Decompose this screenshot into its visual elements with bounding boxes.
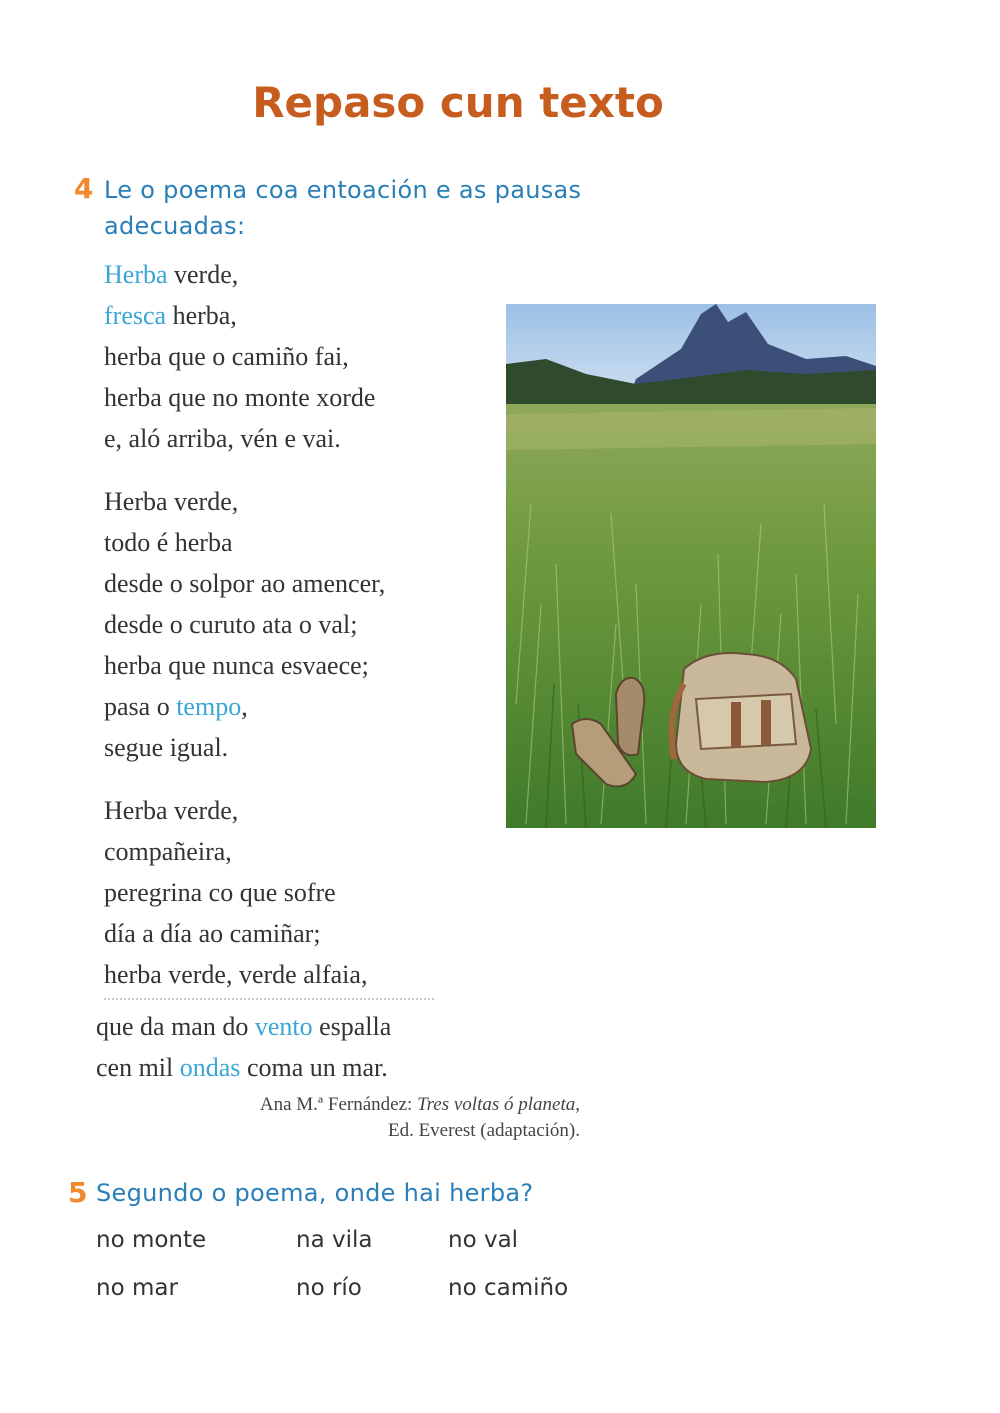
- option-no-monte[interactable]: no monte: [96, 1227, 207, 1253]
- poem-stanza-3: [104, 790, 385, 995]
- poem-line: Herba verde,: [104, 260, 239, 289]
- option-no-camino[interactable]: no camiño: [448, 1275, 569, 1301]
- poem-line: fresca herba,: [104, 301, 237, 330]
- page-title: Repaso cun texto: [252, 78, 664, 127]
- poem-line: segue igual.: [104, 733, 229, 762]
- poem-line: herba que nunca esvaece;: [104, 651, 369, 680]
- highlighted-word[interactable]: fresca: [104, 301, 167, 330]
- poem-line: todo é herba: [104, 528, 233, 557]
- answer-options: [96, 1222, 648, 1318]
- instruction-line-1: Le o poema coa entoación e as pausas: [104, 176, 582, 204]
- exercise-5-number: 5: [68, 1176, 88, 1209]
- poem-line: herba que o camiño fai,: [104, 342, 349, 371]
- poem: [104, 254, 385, 995]
- highlighted-word[interactable]: ondas: [179, 1053, 241, 1082]
- poem-line: desde o curuto ata o val;: [104, 610, 358, 639]
- poem-line: que da man do vento espalla: [96, 1012, 392, 1041]
- highlighted-word[interactable]: tempo: [176, 692, 242, 721]
- option-no-val[interactable]: no val: [448, 1227, 519, 1253]
- poem-line: peregrina co que sofre: [104, 878, 336, 907]
- poem-citation: Ana M.ª Fernández: Tres voltas ó planeta, Ed. Everest (adaptación).: [259, 1094, 580, 1141]
- options-row: [96, 1222, 648, 1270]
- poem-line: desde o solpor ao amencer,: [104, 569, 386, 598]
- exercise-4-instruction: [104, 172, 581, 244]
- poem-line: compañeira,: [104, 837, 232, 866]
- poem-stanza-4: [96, 1006, 391, 1088]
- options-row: [96, 1270, 648, 1318]
- poem-line: Herba verde,: [104, 487, 239, 516]
- poem-line: pasa o tempo,: [104, 692, 248, 721]
- option-na-vila[interactable]: na vila: [296, 1227, 373, 1253]
- poem-stanza-1: [104, 254, 385, 459]
- highlighted-word[interactable]: Herba: [104, 260, 168, 289]
- poem-line: día a día ao camiñar;: [104, 919, 321, 948]
- instruction-line-2: adecuadas:: [104, 212, 246, 240]
- poem-stanza-2: [104, 481, 385, 768]
- highlighted-word[interactable]: vento: [254, 1012, 313, 1041]
- poem-line: cen mil ondas coma un mar.: [96, 1053, 388, 1082]
- poem-line: e, aló arriba, vén e vai.: [104, 424, 341, 453]
- option-no-rio[interactable]: no río: [296, 1275, 362, 1301]
- exercise-5-question: Segundo o poema, onde hai herba?: [96, 1179, 534, 1207]
- exercise-4-number: 4: [74, 172, 94, 205]
- poem-line: herba verde, verde alfaia,: [104, 960, 368, 989]
- poem-line: herba que no monte xorde: [104, 383, 376, 412]
- option-no-mar[interactable]: no mar: [96, 1275, 178, 1301]
- faint-divider: [104, 998, 434, 1004]
- poem-line: Herba verde,: [104, 796, 239, 825]
- meadow-photo: [506, 304, 876, 828]
